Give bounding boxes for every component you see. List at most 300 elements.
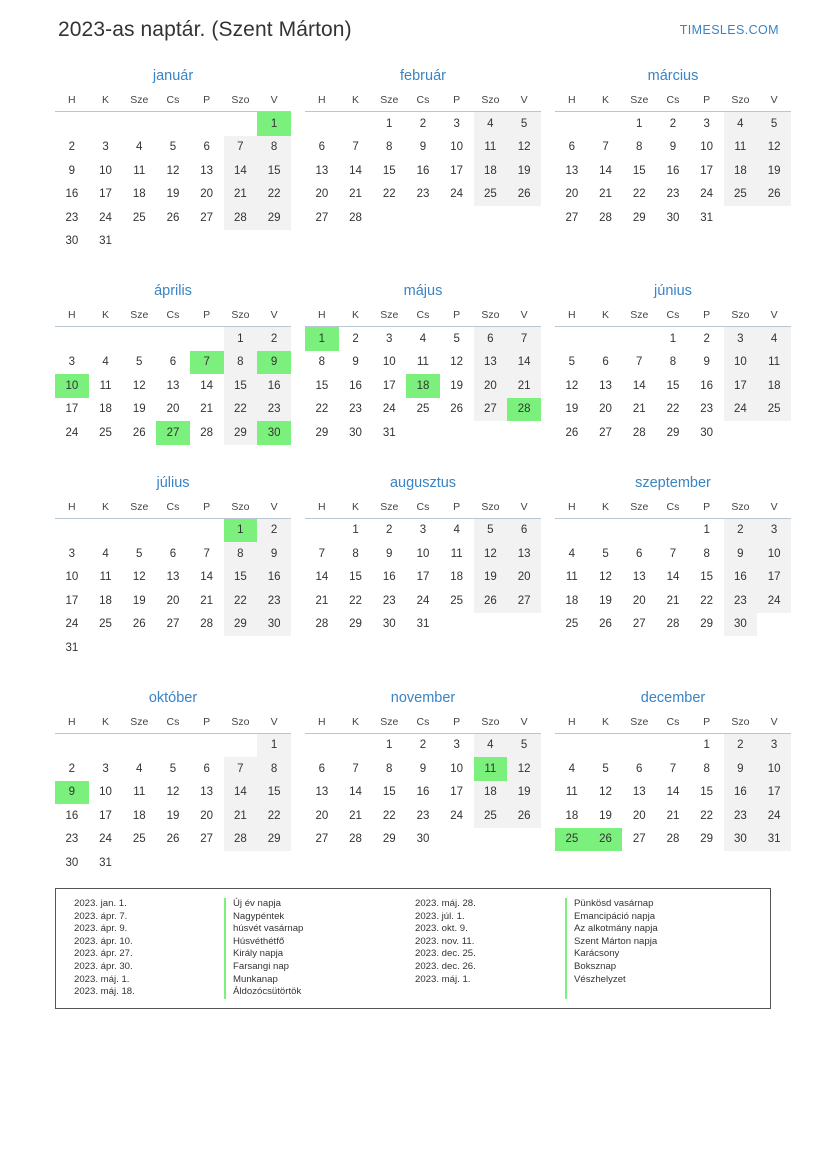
day-cell[interactable]: 2 — [419, 117, 427, 130]
day-cell[interactable]: 6 — [203, 762, 210, 775]
day-cell[interactable]: 17 — [416, 571, 430, 584]
day-cell[interactable]: 4 — [102, 547, 109, 560]
day-cell[interactable]: 24 — [99, 211, 112, 224]
day-cell[interactable]: 11 — [99, 571, 112, 584]
day-cell[interactable]: 30 — [724, 613, 758, 637]
day-cell[interactable]: 3 — [703, 117, 710, 130]
day-cell[interactable]: 1 — [386, 739, 393, 752]
day-cell[interactable]: 13 — [507, 542, 541, 566]
day-cell[interactable]: 29 — [224, 613, 258, 637]
day-cell[interactable]: 7 — [507, 327, 541, 351]
day-cell[interactable]: 14 — [666, 786, 680, 799]
day-cell[interactable]: 16 — [666, 164, 680, 177]
day-cell-holiday[interactable]: 18 — [406, 374, 440, 398]
day-cell[interactable]: 5 — [136, 356, 143, 369]
day-cell[interactable]: 2 — [257, 327, 291, 351]
day-cell[interactable]: 15 — [257, 159, 291, 183]
day-cell[interactable]: 27 — [166, 618, 180, 631]
day-cell[interactable]: 19 — [599, 594, 612, 607]
day-cell[interactable]: 5 — [507, 733, 541, 757]
day-cell[interactable]: 20 — [166, 594, 180, 607]
day-cell[interactable]: 15 — [700, 786, 714, 799]
day-cell[interactable]: 17 — [382, 379, 396, 392]
day-cell[interactable]: 27 — [565, 211, 579, 224]
day-cell[interactable]: 10 — [99, 786, 112, 799]
day-cell[interactable]: 18 — [724, 159, 758, 183]
day-cell[interactable]: 7 — [203, 547, 210, 560]
day-cell[interactable]: 8 — [257, 757, 291, 781]
day-cell[interactable]: 21 — [224, 183, 258, 207]
day-cell[interactable]: 23 — [416, 188, 430, 201]
day-cell[interactable]: 28 — [632, 426, 646, 439]
day-cell[interactable]: 7 — [352, 141, 359, 154]
day-cell[interactable]: 19 — [474, 566, 508, 590]
day-cell[interactable]: 6 — [474, 327, 508, 351]
day-cell[interactable]: 3 — [724, 327, 758, 351]
day-cell[interactable]: 25 — [450, 594, 464, 607]
day-cell[interactable]: 31 — [700, 211, 714, 224]
day-cell[interactable]: 10 — [65, 571, 79, 584]
day-cell[interactable]: 25 — [99, 426, 112, 439]
day-cell[interactable]: 9 — [703, 356, 710, 369]
day-cell[interactable]: 28 — [224, 206, 258, 230]
day-cell[interactable]: 6 — [636, 762, 643, 775]
day-cell[interactable]: 10 — [757, 757, 791, 781]
day-cell[interactable]: 24 — [99, 833, 112, 846]
day-cell[interactable]: 27 — [315, 211, 329, 224]
day-cell-holiday[interactable]: 1 — [305, 327, 339, 351]
day-cell[interactable]: 5 — [507, 112, 541, 136]
day-cell[interactable]: 19 — [166, 188, 180, 201]
day-cell[interactable]: 26 — [507, 804, 541, 828]
day-cell[interactable]: 14 — [224, 781, 258, 805]
day-cell[interactable]: 26 — [599, 618, 612, 631]
day-cell[interactable]: 23 — [349, 403, 362, 416]
day-cell[interactable]: 13 — [315, 164, 329, 177]
day-cell[interactable]: 7 — [224, 757, 258, 781]
day-cell[interactable]: 15 — [349, 571, 362, 584]
day-cell[interactable]: 30 — [724, 828, 758, 852]
day-cell[interactable]: 27 — [474, 398, 508, 422]
day-cell[interactable]: 21 — [200, 403, 214, 416]
day-cell[interactable]: 5 — [169, 762, 177, 775]
day-cell[interactable]: 23 — [257, 398, 291, 422]
day-cell[interactable]: 16 — [416, 786, 430, 799]
day-cell[interactable]: 14 — [666, 571, 680, 584]
day-cell[interactable]: 29 — [382, 833, 396, 846]
day-cell[interactable]: 2 — [703, 332, 710, 345]
day-cell[interactable]: 6 — [318, 141, 326, 154]
day-cell[interactable]: 7 — [602, 141, 609, 154]
day-cell[interactable]: 5 — [602, 547, 609, 560]
day-cell[interactable]: 3 — [453, 117, 460, 130]
day-cell[interactable]: 23 — [65, 833, 79, 846]
day-cell[interactable]: 8 — [386, 762, 393, 775]
day-cell[interactable]: 2 — [68, 762, 76, 775]
day-cell[interactable]: 21 — [666, 594, 680, 607]
day-cell[interactable]: 17 — [99, 188, 112, 201]
day-cell[interactable]: 4 — [568, 547, 576, 560]
day-cell[interactable]: 16 — [257, 374, 291, 398]
day-cell[interactable]: 16 — [724, 781, 758, 805]
day-cell[interactable]: 11 — [565, 786, 578, 799]
day-cell[interactable]: 9 — [68, 164, 76, 177]
day-cell[interactable]: 6 — [568, 141, 576, 154]
day-cell[interactable]: 16 — [65, 188, 79, 201]
day-cell[interactable]: 21 — [349, 188, 362, 201]
day-cell[interactable]: 18 — [474, 781, 508, 805]
day-cell[interactable]: 23 — [724, 804, 758, 828]
day-cell[interactable]: 24 — [700, 188, 714, 201]
day-cell[interactable]: 12 — [599, 786, 612, 799]
day-cell[interactable]: 10 — [416, 547, 430, 560]
day-cell[interactable]: 3 — [453, 739, 460, 752]
day-cell[interactable]: 26 — [166, 211, 180, 224]
day-cell[interactable]: 7 — [224, 136, 258, 160]
day-cell[interactable]: 29 — [224, 421, 258, 445]
day-cell[interactable]: 22 — [257, 183, 291, 207]
day-cell[interactable]: 18 — [565, 594, 579, 607]
day-cell[interactable]: 12 — [507, 136, 541, 160]
day-cell[interactable]: 4 — [136, 141, 143, 154]
day-cell[interactable]: 9 — [419, 141, 427, 154]
day-cell[interactable]: 13 — [166, 571, 180, 584]
day-cell[interactable]: 2 — [386, 524, 393, 537]
day-cell[interactable]: 18 — [132, 809, 146, 822]
day-cell[interactable]: 16 — [257, 566, 291, 590]
day-cell[interactable]: 18 — [757, 374, 791, 398]
day-cell[interactable]: 19 — [757, 159, 791, 183]
day-cell[interactable]: 29 — [315, 426, 329, 439]
day-cell[interactable]: 9 — [257, 542, 291, 566]
day-cell[interactable]: 13 — [632, 571, 646, 584]
day-cell[interactable]: 17 — [65, 403, 79, 416]
day-cell[interactable]: 18 — [132, 188, 146, 201]
day-cell[interactable]: 22 — [349, 594, 362, 607]
day-cell[interactable]: 25 — [416, 403, 430, 416]
day-cell[interactable]: 8 — [257, 136, 291, 160]
day-cell[interactable]: 23 — [700, 403, 714, 416]
day-cell[interactable]: 3 — [757, 733, 791, 757]
day-cell[interactable]: 25 — [474, 804, 508, 828]
day-cell[interactable]: 22 — [666, 403, 680, 416]
day-cell[interactable]: 24 — [724, 398, 758, 422]
day-cell[interactable]: 22 — [700, 809, 714, 822]
day-cell[interactable]: 17 — [700, 164, 714, 177]
day-cell[interactable]: 1 — [703, 739, 710, 752]
day-cell[interactable]: 17 — [757, 566, 791, 590]
day-cell[interactable]: 31 — [65, 641, 79, 654]
day-cell[interactable]: 4 — [724, 112, 758, 136]
day-cell[interactable]: 15 — [382, 164, 396, 177]
day-cell[interactable]: 28 — [349, 833, 362, 846]
day-cell[interactable]: 30 — [65, 235, 79, 248]
day-cell[interactable]: 15 — [666, 379, 680, 392]
day-cell-holiday[interactable]: 25 — [555, 828, 589, 852]
day-cell[interactable]: 29 — [257, 206, 291, 230]
day-cell-holiday[interactable]: 10 — [55, 374, 89, 398]
day-cell[interactable]: 21 — [315, 594, 329, 607]
day-cell[interactable]: 5 — [474, 518, 508, 542]
day-cell[interactable]: 19 — [166, 809, 180, 822]
day-cell[interactable]: 22 — [315, 403, 329, 416]
day-cell[interactable]: 3 — [102, 762, 109, 775]
day-cell[interactable]: 17 — [99, 809, 112, 822]
day-cell[interactable]: 4 — [568, 762, 576, 775]
day-cell[interactable]: 4 — [419, 332, 427, 345]
day-cell[interactable]: 30 — [416, 833, 430, 846]
day-cell[interactable]: 18 — [474, 159, 508, 183]
day-cell[interactable]: 8 — [224, 351, 258, 375]
day-cell[interactable]: 13 — [200, 786, 214, 799]
day-cell[interactable]: 10 — [450, 762, 464, 775]
day-cell[interactable]: 6 — [318, 762, 326, 775]
day-cell[interactable]: 8 — [703, 547, 710, 560]
day-cell[interactable]: 28 — [666, 833, 680, 846]
day-cell[interactable]: 17 — [757, 781, 791, 805]
day-cell[interactable]: 24 — [450, 809, 464, 822]
day-cell[interactable]: 2 — [257, 518, 291, 542]
day-cell[interactable]: 4 — [453, 524, 460, 537]
day-cell[interactable]: 24 — [65, 426, 79, 439]
day-cell[interactable]: 25 — [474, 183, 508, 207]
day-cell[interactable]: 12 — [132, 571, 146, 584]
day-cell[interactable]: 19 — [132, 594, 146, 607]
day-cell[interactable]: 8 — [386, 141, 393, 154]
day-cell[interactable]: 27 — [200, 211, 214, 224]
day-cell[interactable]: 10 — [382, 356, 396, 369]
day-cell[interactable]: 25 — [99, 618, 112, 631]
day-cell[interactable]: 20 — [200, 188, 214, 201]
day-cell-holiday[interactable]: 28 — [507, 398, 541, 422]
day-cell[interactable]: 4 — [474, 112, 508, 136]
day-cell[interactable]: 8 — [669, 356, 677, 369]
day-cell[interactable]: 24 — [382, 403, 396, 416]
day-cell[interactable]: 22 — [632, 188, 646, 201]
day-cell[interactable]: 12 — [132, 379, 146, 392]
day-cell[interactable]: 4 — [474, 733, 508, 757]
day-cell[interactable]: 6 — [203, 141, 210, 154]
day-cell[interactable]: 22 — [224, 398, 258, 422]
day-cell[interactable]: 11 — [565, 571, 578, 584]
day-cell[interactable]: 17 — [450, 786, 464, 799]
day-cell[interactable]: 6 — [169, 547, 177, 560]
day-cell[interactable]: 27 — [200, 833, 214, 846]
day-cell[interactable]: 9 — [352, 356, 359, 369]
day-cell[interactable]: 20 — [166, 403, 180, 416]
day-cell[interactable]: 20 — [632, 594, 646, 607]
day-cell[interactable]: 16 — [349, 379, 362, 392]
day-cell[interactable]: 8 — [224, 542, 258, 566]
day-cell[interactable]: 23 — [416, 809, 430, 822]
day-cell[interactable]: 28 — [315, 618, 329, 631]
day-cell[interactable]: 23 — [65, 211, 79, 224]
day-cell[interactable]: 15 — [257, 781, 291, 805]
day-cell[interactable]: 13 — [315, 786, 329, 799]
day-cell[interactable]: 12 — [166, 164, 180, 177]
day-cell[interactable]: 13 — [474, 351, 508, 375]
day-cell[interactable]: 13 — [599, 379, 612, 392]
day-cell-holiday[interactable]: 30 — [257, 421, 291, 445]
day-cell[interactable]: 10 — [757, 542, 791, 566]
day-cell[interactable]: 19 — [132, 403, 146, 416]
day-cell[interactable]: 18 — [450, 571, 464, 584]
day-cell[interactable]: 24 — [416, 594, 430, 607]
day-cell[interactable]: 20 — [599, 403, 612, 416]
day-cell[interactable]: 10 — [450, 141, 464, 154]
day-cell[interactable]: 20 — [507, 566, 541, 590]
day-cell[interactable]: 21 — [507, 374, 541, 398]
day-cell[interactable]: 2 — [352, 332, 359, 345]
day-cell[interactable]: 26 — [565, 426, 579, 439]
day-cell[interactable]: 30 — [700, 426, 714, 439]
day-cell[interactable]: 22 — [257, 804, 291, 828]
day-cell[interactable]: 12 — [599, 571, 612, 584]
day-cell[interactable]: 4 — [136, 762, 143, 775]
day-cell[interactable]: 4 — [757, 327, 791, 351]
day-cell[interactable]: 1 — [224, 327, 258, 351]
day-cell[interactable]: 25 — [757, 398, 791, 422]
day-cell[interactable]: 20 — [474, 374, 508, 398]
day-cell[interactable]: 30 — [257, 613, 291, 637]
day-cell[interactable]: 7 — [636, 356, 643, 369]
day-cell[interactable]: 6 — [602, 356, 609, 369]
day-cell[interactable]: 20 — [315, 809, 329, 822]
day-cell[interactable]: 10 — [724, 351, 758, 375]
day-cell[interactable]: 20 — [315, 188, 329, 201]
day-cell[interactable]: 21 — [349, 809, 362, 822]
day-cell[interactable]: 4 — [102, 356, 109, 369]
day-cell[interactable]: 26 — [757, 183, 791, 207]
day-cell[interactable]: 26 — [132, 426, 146, 439]
day-cell[interactable]: 9 — [724, 542, 758, 566]
day-cell[interactable]: 26 — [507, 183, 541, 207]
day-cell[interactable]: 12 — [474, 542, 508, 566]
day-cell[interactable]: 30 — [666, 211, 680, 224]
day-cell[interactable]: 3 — [102, 141, 109, 154]
day-cell[interactable]: 8 — [636, 141, 643, 154]
day-cell[interactable]: 13 — [200, 164, 214, 177]
day-cell[interactable]: 24 — [757, 804, 791, 828]
day-cell[interactable]: 21 — [599, 188, 612, 201]
day-cell-holiday[interactable]: 1 — [224, 518, 258, 542]
day-cell[interactable]: 22 — [382, 809, 396, 822]
day-cell[interactable]: 26 — [474, 589, 508, 613]
day-cell[interactable]: 28 — [349, 211, 362, 224]
day-cell-holiday[interactable]: 9 — [257, 351, 291, 375]
day-cell[interactable]: 14 — [349, 786, 362, 799]
day-cell[interactable]: 27 — [315, 833, 329, 846]
day-cell-holiday[interactable]: 1 — [257, 112, 291, 136]
day-cell[interactable]: 22 — [224, 589, 258, 613]
day-cell[interactable]: 23 — [724, 589, 758, 613]
day-cell[interactable]: 14 — [224, 159, 258, 183]
day-cell[interactable]: 24 — [65, 618, 79, 631]
day-cell[interactable]: 15 — [700, 571, 714, 584]
day-cell[interactable]: 16 — [416, 164, 430, 177]
day-cell-holiday[interactable]: 27 — [156, 421, 190, 445]
day-cell[interactable]: 23 — [382, 594, 396, 607]
day-cell[interactable]: 9 — [386, 547, 393, 560]
day-cell[interactable]: 14 — [315, 571, 329, 584]
day-cell[interactable]: 30 — [382, 618, 396, 631]
day-cell[interactable]: 15 — [382, 786, 396, 799]
day-cell[interactable]: 5 — [453, 332, 460, 345]
day-cell[interactable]: 19 — [507, 781, 541, 805]
day-cell[interactable]: 28 — [224, 828, 258, 852]
day-cell[interactable]: 7 — [352, 762, 359, 775]
day-cell[interactable]: 22 — [382, 188, 396, 201]
day-cell[interactable]: 12 — [565, 379, 579, 392]
day-cell[interactable]: 11 — [474, 136, 508, 160]
day-cell-holiday[interactable]: 9 — [55, 781, 89, 805]
day-cell[interactable]: 25 — [724, 183, 758, 207]
day-cell[interactable]: 19 — [507, 159, 541, 183]
day-cell[interactable]: 18 — [99, 403, 112, 416]
day-cell[interactable]: 13 — [632, 786, 646, 799]
day-cell[interactable]: 27 — [632, 833, 646, 846]
day-cell[interactable]: 11 — [133, 786, 146, 799]
day-cell[interactable]: 11 — [757, 351, 791, 375]
day-cell[interactable]: 27 — [599, 426, 612, 439]
day-cell[interactable]: 6 — [636, 547, 643, 560]
day-cell[interactable]: 24 — [450, 188, 464, 201]
day-cell[interactable]: 27 — [632, 618, 646, 631]
day-cell[interactable]: 31 — [99, 856, 112, 869]
day-cell[interactable]: 7 — [318, 547, 326, 560]
day-cell[interactable]: 27 — [507, 589, 541, 613]
day-cell[interactable]: 9 — [419, 762, 427, 775]
day-cell[interactable]: 11 — [416, 356, 429, 369]
day-cell[interactable]: 17 — [724, 374, 758, 398]
day-cell[interactable]: 16 — [700, 379, 714, 392]
day-cell[interactable]: 5 — [757, 112, 791, 136]
day-cell[interactable]: 16 — [724, 566, 758, 590]
day-cell[interactable]: 14 — [632, 379, 646, 392]
day-cell[interactable]: 23 — [666, 188, 680, 201]
day-cell[interactable]: 12 — [450, 356, 464, 369]
day-cell[interactable]: 16 — [65, 809, 79, 822]
day-cell[interactable]: 1 — [636, 117, 643, 130]
day-cell-holiday[interactable]: 26 — [589, 828, 623, 852]
day-cell[interactable]: 10 — [700, 141, 714, 154]
day-cell[interactable]: 29 — [666, 426, 680, 439]
day-cell-holiday[interactable]: 11 — [474, 757, 508, 781]
day-cell[interactable]: 21 — [632, 403, 646, 416]
day-cell[interactable]: 11 — [450, 547, 463, 560]
day-cell[interactable]: 20 — [565, 188, 579, 201]
day-cell[interactable]: 25 — [132, 211, 146, 224]
day-cell[interactable]: 5 — [136, 547, 143, 560]
day-cell[interactable]: 1 — [669, 332, 677, 345]
day-cell[interactable]: 1 — [703, 524, 710, 537]
day-cell[interactable]: 18 — [565, 809, 579, 822]
day-cell[interactable]: 19 — [450, 379, 464, 392]
day-cell[interactable]: 17 — [65, 594, 79, 607]
day-cell[interactable]: 31 — [757, 828, 791, 852]
day-cell[interactable]: 6 — [169, 356, 177, 369]
day-cell[interactable]: 11 — [133, 164, 146, 177]
day-cell[interactable]: 5 — [602, 762, 609, 775]
day-cell[interactable]: 12 — [507, 757, 541, 781]
day-cell[interactable]: 5 — [169, 141, 177, 154]
day-cell[interactable]: 29 — [349, 618, 362, 631]
day-cell[interactable]: 12 — [757, 136, 791, 160]
day-cell[interactable]: 14 — [507, 351, 541, 375]
day-cell[interactable]: 1 — [386, 117, 393, 130]
day-cell[interactable]: 2 — [68, 141, 76, 154]
day-cell[interactable]: 11 — [99, 379, 112, 392]
